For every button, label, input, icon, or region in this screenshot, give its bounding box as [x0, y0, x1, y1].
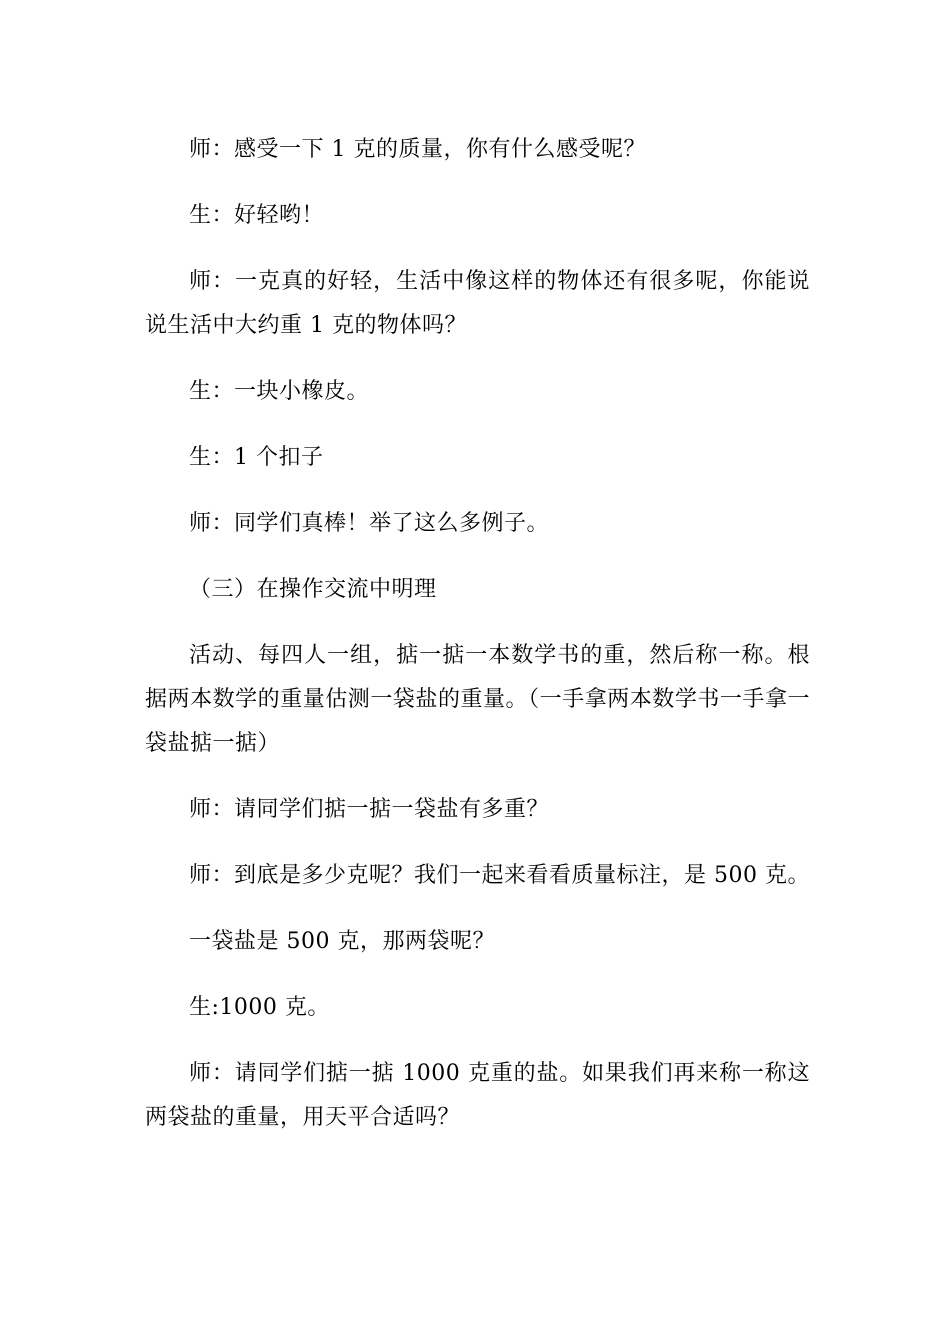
paragraph-teacher-examples-question: 师：一克真的好轻，生活中像这样的物体还有很多呢，你能说说生活中大约重 1 克的物体吗？: [145, 269, 810, 338]
paragraph-teacher-feel-1-gram: 师：感受一下 1 克的质量，你有什么感受呢？: [189, 137, 646, 162]
paragraph-teacher-weigh-salt: 师：请同学们掂一掂一袋盐有多重？: [189, 797, 550, 822]
paragraph-activity: 活动、每四人一组，掂一掂一本数学书的重，然后称一称。根据两本数学的重量估测一袋盐的重量。（一手拿两本数学书一手拿一袋盐掂一掂）: [145, 643, 810, 756]
document-body: [145, 128, 810, 1140]
section-heading: （三）在操作交流中明理: [189, 577, 437, 602]
paragraph-student-button: 生：1 个扣子: [189, 445, 324, 470]
paragraph-teacher-praise: 师：同学们真棒！举了这么多例子。: [189, 511, 550, 536]
paragraph-student-eraser: 生：一块小橡皮。: [189, 379, 370, 404]
paragraph-teacher-500-grams: 师：到底是多少克呢？我们一起来看看质量标注，是 500 克。: [189, 863, 810, 888]
paragraph-student-so-light: 生：好轻哟！: [189, 203, 325, 228]
paragraph-teacher-balance-question: 师：请同学们掂一掂 1000 克重的盐。如果我们再来称一称这两袋盐的重量，用天平合适吗？: [145, 1061, 810, 1130]
paragraph-student-1000-grams: 生:1000 克。: [189, 995, 330, 1020]
paragraph-two-bags-question: 一袋盐是 500 克，那两袋呢？: [189, 929, 495, 954]
